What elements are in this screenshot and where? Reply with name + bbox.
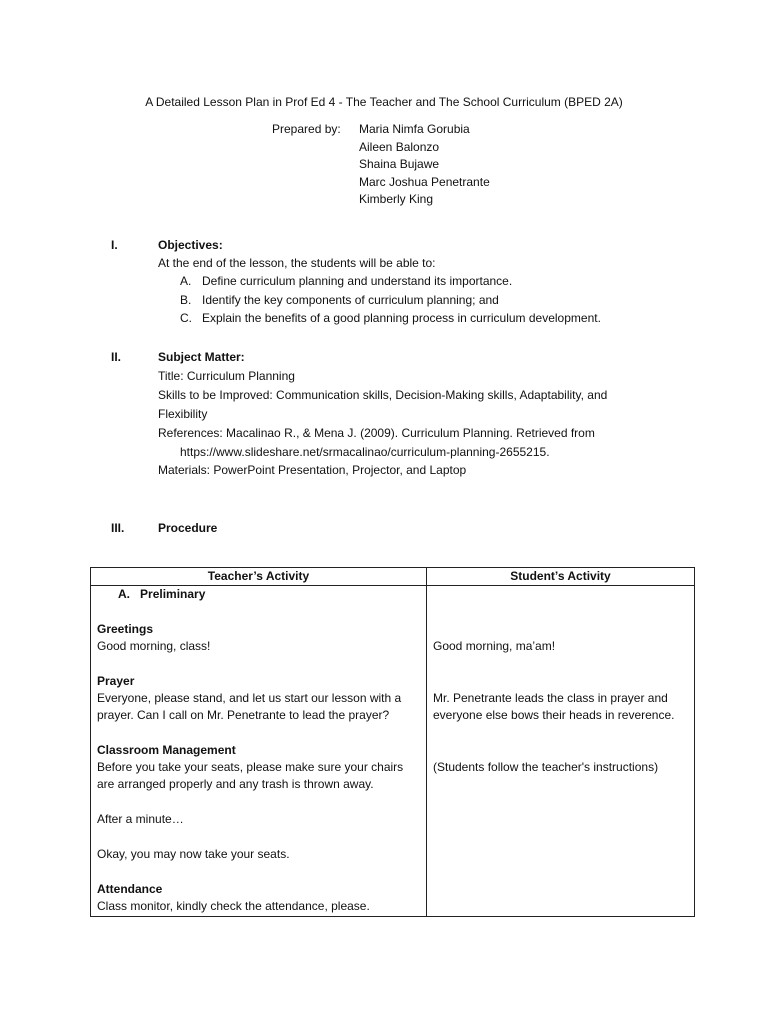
procedure-table: [90, 567, 695, 917]
greetings-heading: Greetings: [97, 622, 154, 636]
references-line: References: Macalinao R., & Mena J. (2009). Curriculum Planning. Retrieved from: [158, 425, 595, 440]
materials-line: Materials: PowerPoint Presentation, Projector, and Laptop: [158, 463, 467, 478]
greeting-reply: Good morning, ma’am!: [433, 639, 556, 653]
objective-item: [158, 272, 601, 291]
attendance-heading: Attendance: [97, 882, 163, 896]
skills-line: Flexibility: [158, 406, 208, 421]
objective-text: Identify the key components of curriculum planning; and: [202, 292, 499, 307]
table-header-row: [91, 568, 695, 586]
attendance-text: Class monitor, kindly check the attendance, please.: [97, 899, 370, 913]
prayer-response: Mr. Penetrante leads the class in prayer and: [433, 691, 668, 705]
classroom-management-response: (Students follow the teacher's instructions): [433, 760, 659, 774]
objective-text: Explain the benefits of a good planning process in curriculum development.: [202, 311, 601, 325]
student-activity-header: Student’s Activity: [427, 568, 695, 586]
classroom-management-heading: Classroom Management: [97, 743, 236, 757]
objectives-intro: At the end of the lesson, the students will be able to:: [158, 256, 436, 270]
section-number-objectives: I.: [111, 238, 118, 252]
prayer-response: everyone else bows their heads in reverence.: [433, 708, 675, 722]
classroom-management-text: Before you take your seats, please make sure your chairs: [97, 760, 404, 774]
objective-letter: C.: [180, 311, 192, 325]
objective-letter: B.: [180, 292, 192, 307]
take-seats-text: Okay, you may now take your seats.: [97, 847, 290, 861]
prayer-text: Everyone, please stand, and let us start our lesson with a: [97, 691, 402, 705]
preparer-name: Shaina Bujawe: [359, 157, 440, 171]
preparer-name: Kimberly King: [359, 192, 434, 206]
preliminary-letter: A.: [118, 587, 130, 601]
objective-letter: A.: [180, 274, 192, 288]
objective-item: [158, 291, 601, 310]
preliminary-label: Preliminary: [140, 587, 206, 601]
after-minute-text: After a minute…: [97, 812, 184, 826]
preliminary-subheading: [118, 586, 205, 603]
subject-matter-heading: Subject Matter:: [158, 350, 245, 364]
procedure-heading: Procedure: [158, 521, 218, 535]
preparer-name: Marc Joshua Penetrante: [359, 174, 490, 189]
reference-url: https://www.slideshare.net/srmacalinao/curriculum-planning-2655215.: [180, 444, 550, 459]
prayer-heading: Prayer: [97, 674, 135, 688]
objective-item: [158, 309, 601, 328]
classroom-management-text: are arranged properly and any trash is thrown away.: [97, 777, 374, 791]
section-number-subject-matter: II.: [111, 350, 122, 364]
section-objectives: [158, 236, 601, 328]
teacher-activity-cell: [91, 586, 427, 917]
greetings-text: Good morning, class!: [97, 639, 211, 653]
teacher-activity-header: Teacher’s Activity: [91, 568, 427, 586]
preparer-name: Maria Nimfa Gorubia: [359, 122, 470, 136]
section-number-procedure: III.: [111, 521, 125, 535]
preparer-name: Aileen Balonzo: [359, 139, 440, 154]
skills-line: Skills to be Improved: Communication skills, Decision-Making skills, Adaptability, and: [158, 387, 608, 402]
table-row: [91, 586, 695, 917]
prayer-text: prayer. Can I call on Mr. Penetrante to lead the prayer?: [97, 708, 390, 722]
subject-title: Title: Curriculum Planning: [158, 368, 295, 383]
preparer-names: [359, 120, 490, 208]
student-activity-cell: [427, 586, 695, 917]
prepared-by-label: Prepared by:: [272, 122, 341, 136]
objective-text: Define curriculum planning and understand its importance.: [202, 274, 513, 288]
objectives-heading: Objectives:: [158, 238, 223, 252]
section-subject-matter: [158, 348, 607, 480]
lesson-plan-title: A Detailed Lesson Plan in Prof Ed 4 - The Teacher and The School Curriculum (BPED 2A): [145, 95, 623, 109]
